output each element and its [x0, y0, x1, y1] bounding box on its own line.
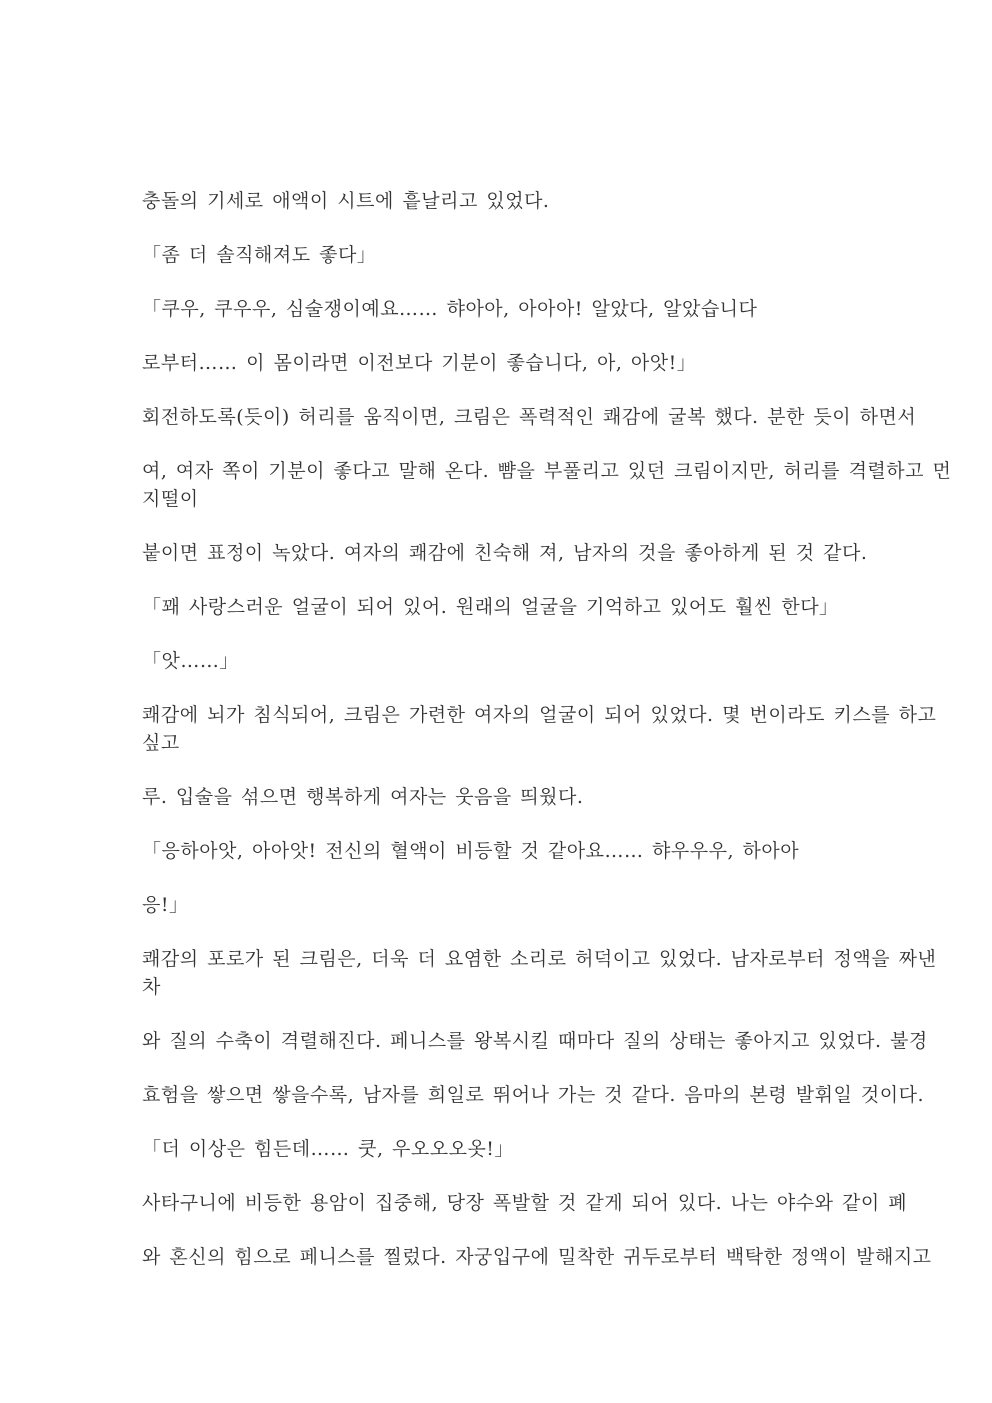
- paragraph: [142, 701, 937, 757]
- paragraph: [142, 647, 902, 675]
- text-line: 루. 입술을 섞으면 행복하게 여자는 웃음을 띄웠다.: [142, 786, 584, 808]
- paragraph: [142, 783, 902, 811]
- text-line: 여, 여자 쪽이 기분이 좋다고 말해 온다. 뺨을 부풀리고 있던 크림이지만, 허리를 격렬하고 먼: [142, 460, 952, 482]
- text-line: 로부터…… 이 몸이라면 이전보다 기분이 좋습니다, 아, 아앗!」: [142, 352, 697, 374]
- paragraph: [142, 539, 902, 567]
- text-line: 와 질의 수축이 격렬해진다. 페니스를 왕복시킬 때마다 질의 상태는 좋아지고 있었다. 불경: [142, 1030, 928, 1052]
- paragraph: [142, 295, 902, 323]
- paragraph: [142, 1243, 932, 1271]
- paragraph: [142, 837, 902, 865]
- text-line: 충돌의 기세로 애액이 시트에 흩날리고 있었다.: [142, 190, 550, 212]
- text-line: 쾌감에 뇌가 침식되어, 크림은 가련한 여자의 얼굴이 되어 있었다. 몇 번이라도 키스를 하고: [142, 704, 937, 726]
- text-line: 「좀 더 솔직해져도 좋다」: [142, 244, 377, 266]
- text-line: 응!」: [142, 894, 189, 916]
- paragraph: [142, 1135, 902, 1163]
- text-line: 「쿠우, 쿠우우, 심술쟁이예요…… 햐아아, 아아아! 알았다, 알았습니다: [142, 298, 758, 320]
- text-line: 사타구니에 비등한 용암이 집중해, 당장 폭발할 것 같게 되어 있다. 나는 야수와 같이 폐: [142, 1192, 908, 1214]
- paragraph: [142, 593, 902, 621]
- text-line: 차: [142, 976, 161, 998]
- text-line: 「응하아앗, 아아앗! 전신의 혈액이 비등할 것 같아요…… 햐우우우, 하아아: [142, 840, 800, 862]
- paragraph: [142, 403, 917, 431]
- text-line: 「꽤 사랑스러운 얼굴이 되어 있어. 원래의 얼굴을 기억하고 있어도 훨씬 한다」: [142, 596, 839, 618]
- text-line: 지떨이: [142, 488, 199, 510]
- text-line: 쾌감의 포로가 된 크림은, 더욱 더 요염한 소리로 허덕이고 있었다. 남자로부터 정액을 짜낸: [142, 948, 937, 970]
- paragraph: [142, 349, 902, 377]
- paragraph: [142, 1081, 924, 1109]
- text-line: 「더 이상은 힘든데…… 쿳, 우오오오옷!」: [142, 1138, 514, 1160]
- paragraph: [142, 945, 937, 1001]
- text-line: 「앗……」: [142, 650, 239, 672]
- paragraph: [142, 891, 902, 919]
- paragraph: [142, 187, 902, 215]
- paragraph: [142, 241, 902, 269]
- paragraph: [142, 457, 952, 513]
- text-line: 효험을 쌓으면 쌓을수록, 남자를 희일로 뛰어나 가는 것 같다. 음마의 본령 발휘일 것이다.: [142, 1084, 924, 1106]
- text-line: 싶고: [142, 732, 180, 754]
- text-line: 붙이면 표정이 녹았다. 여자의 쾌감에 친숙해 져, 남자의 것을 좋아하게 된 것 같다.: [142, 542, 868, 564]
- text-line: 회전하도록(듯이) 허리를 움직이면, 크림은 폭력적인 쾌감에 굴복 했다. 분한 듯이 하면서: [142, 406, 917, 428]
- paragraph: [142, 1027, 928, 1055]
- paragraph: [142, 1189, 908, 1217]
- text-line: 와 혼신의 힘으로 페니스를 찔렀다. 자궁입구에 밀착한 귀두로부터 백탁한 정액이 발해지고: [142, 1246, 932, 1268]
